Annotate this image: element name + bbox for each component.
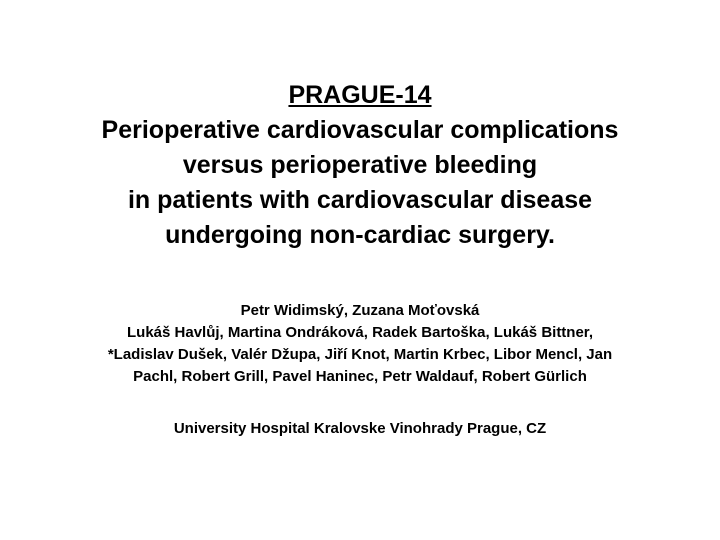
study-name: PRAGUE-14 (288, 81, 432, 109)
title-line-3: versus perioperative bleeding (182, 151, 538, 179)
author-list (40, 300, 680, 388)
institution: University Hospital Kralovske Vinohrady Prague, CZ (173, 420, 547, 437)
slide-title (40, 78, 680, 253)
title-line-4: in patients with cardiovascular disease (127, 186, 593, 214)
co-authors-line-3: Pachl, Robert Grill, Pavel Haninec, Petr Waldauf, Robert Gürlich (133, 368, 587, 385)
co-authors-line-2: *Ladislav Dušek, Valér Džupa, Jiří Knot, Martin Krbec, Libor Mencl, Jan (107, 346, 613, 363)
title-line-2: Perioperative cardiovascular complications (101, 116, 619, 144)
lead-authors: Petr Widimský, Zuzana Moťovská (240, 302, 480, 319)
title-line-5: undergoing non-cardiac surgery. (165, 221, 555, 249)
co-authors-line-1: Lukáš Havlůj, Martina Ondráková, Radek Bartoška, Lukáš Bittner, (127, 324, 593, 341)
